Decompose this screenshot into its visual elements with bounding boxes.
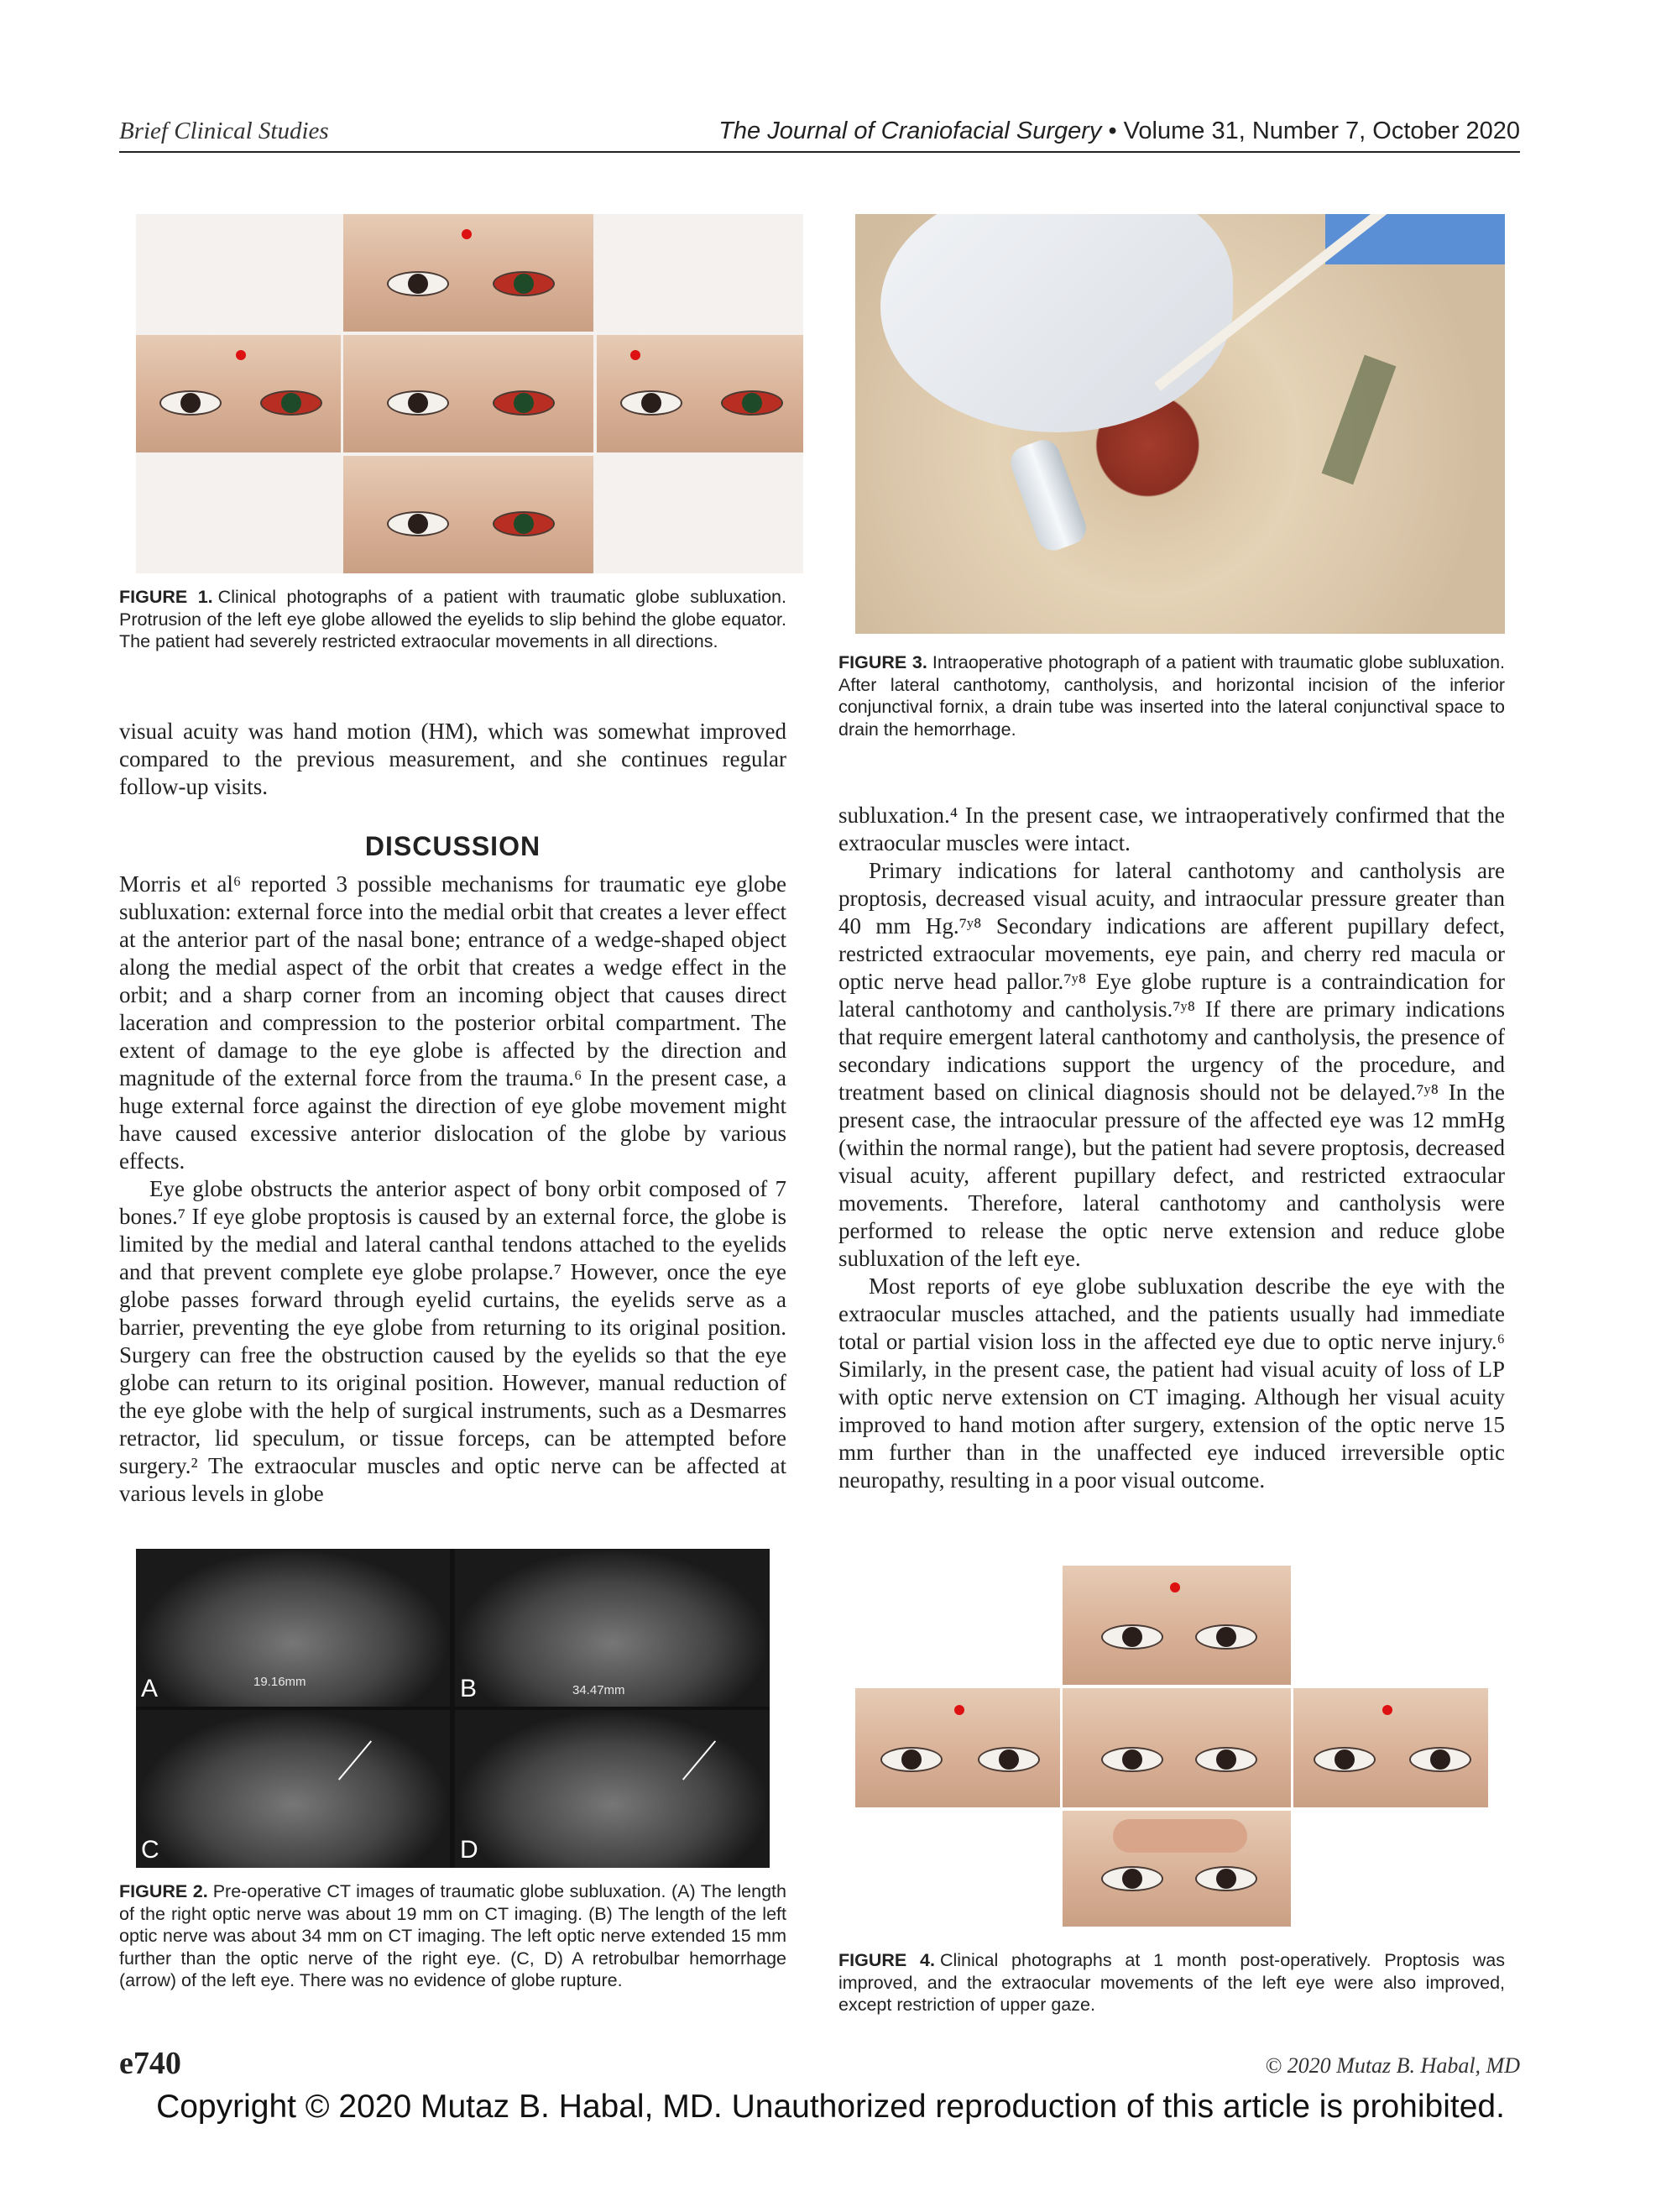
discussion-heading: DISCUSSION — [364, 831, 541, 861]
figure-1-caption — [119, 586, 786, 653]
ct-panel-c — [136, 1710, 450, 1868]
drain-tube — [1006, 436, 1091, 556]
photo-down-gaze — [343, 456, 593, 573]
journal-issue: Volume 31, Number 7, October 2020 — [1123, 118, 1520, 144]
photo-up-gaze-postop — [1063, 1566, 1291, 1685]
running-header-section: Brief Clinical Studies — [119, 118, 329, 144]
discussion-paragraph-2: Eye globe obstructs the anterior aspect of bony orbit composed of 7 bones.⁷ If eye globe proptosis is caused by an external force, the globe is limited by the medial and lateral canthal tendons attached to the eyelids and that prevent complete eye globe prolapse.⁷ However, once the eye globe passes forward through eyelid curtains, the eyelids serve as a barrier, preventing the eye globe from returning to its original position. Surgery can free the obstruction caused by the eyelids so that the eye globe can return to its original position. However, manual reduction of the eye globe with the help of surgical instruments, such as a Desmarres retractor, lid speculum, or tissue forceps, can be attempted before surgery.² The extraocular muscles and optic nerve can be affected at various levels in globe — [119, 1176, 786, 1506]
panel-label-d: D — [460, 1836, 478, 1864]
gloved-hand — [880, 214, 1233, 432]
right-paragraph-2: Primary indications for lateral canthotomy and cantholysis are proptosis, decreased visual acuity, and intraocular pressure greater than 40 mm Hg.⁷ʸ⁸ Secondary indications are afferent pupillary defect, restricted extraocular movements, eye pain, and cherry red macula or optic nerve head pallor.⁷ʸ⁸ Eye globe rupture is a contraindication for lateral canthotomy and cantholysis.⁷ʸ⁸ If there are primary indications that require emergent lateral canthotomy and cantholysis, the presence of secondary indications support the urgency of the procedure, and treatment based on clinical diagnosis should not be delayed.⁷ʸ⁸ In the present case, the intraocular pressure of the affected eye was 12 mmHg (within the normal range), but the patient had severe proptosis, decreased visual acuity, afferent pupillary defect, and restricted extraocular movements. Therefore, lateral canthotomy and cantholysis were performed to release the optic nerve extension and reduce globe subluxation of the left eye. — [838, 858, 1505, 1271]
figure-4-image — [855, 1566, 1488, 1927]
ct-panel-d — [455, 1710, 770, 1868]
figure-2-image — [136, 1549, 770, 1868]
photo-down-gaze-postop — [1063, 1811, 1291, 1927]
figure-2-label: FIGURE 2. — [119, 1881, 208, 1901]
figure-4-label: FIGURE 4. — [838, 1950, 935, 1970]
figure-2-caption-text: Pre-operative CT images of traumatic globe subluxation. (A) The length of the right optic nerve was about 19 mm on CT imaging. (B) The length of the left optic nerve was about 34 mm on CT imaging. The left optic nerve extended 15 mm further than the optic nerve of the right eye. (C, D) A retrobulbar hemorrhage (arrow) of the left eye. There was no evidence of globe rupture. — [119, 1881, 786, 1990]
photo-right-gaze-postop — [855, 1688, 1060, 1807]
figure-1-label: FIGURE 1. — [119, 587, 213, 607]
journal-title: The Journal of Craniofacial Surgery — [718, 118, 1102, 144]
photo-left-gaze-postop — [1293, 1688, 1488, 1807]
header-bullet: • — [1108, 118, 1117, 144]
panel-label-a: A — [141, 1675, 159, 1702]
measure-label-a: 19.16mm — [253, 1675, 306, 1689]
header-rule — [119, 151, 1520, 153]
copyright-notice: © 2020 Mutaz B. Habal, MD — [1265, 2053, 1520, 2078]
copyright-banner: Copyright © 2020 Mutaz B. Habal, MD. Unauthorized reproduction of this article is prohibited. — [156, 2089, 1505, 2125]
panel-label-b: B — [460, 1675, 478, 1702]
figure-4-caption-text: Clinical photographs at 1 month post-operatively. Proptosis was improved, and the extraocular movements of the left eye were also improved, except restriction of upper gaze. — [838, 1950, 1505, 2015]
continuation-paragraph: visual acuity was hand motion (HM), which was somewhat improved compared to the previous measurement, and she continues regular follow-up visits. — [119, 719, 786, 799]
right-paragraph-1: subluxation.⁴ In the present case, we intraoperatively confirmed that the extraocular muscles were intact. — [838, 803, 1505, 855]
right-paragraph-3: Most reports of eye globe subluxation describe the eye with the extraocular muscles attached, and the patients usually had immediate total or partial vision loss in the affected eye due to optic nerve injury.⁶ Similarly, in the present case, the patient had visual acuity of loss of LP with optic nerve extension on CT imaging. Although her visual acuity improved to hand motion after surgery, extension of the optic nerve 15 mm further than in the unaffected eye induced irreversible optic neuropathy, resulting in a poor visual outcome. — [838, 1273, 1505, 1493]
figure-1-image — [136, 214, 803, 573]
photo-up-gaze — [343, 214, 593, 332]
left-column-top — [119, 718, 786, 801]
figure-3-caption — [838, 651, 1505, 740]
arrow-icon — [682, 1740, 716, 1780]
left-column-body — [119, 871, 786, 1508]
page-number: e740 — [119, 2046, 181, 2081]
photo-primary-gaze — [343, 335, 593, 452]
photo-primary-gaze-postop — [1063, 1688, 1291, 1807]
ct-panel-b — [455, 1549, 770, 1707]
figure-3-image — [855, 214, 1505, 634]
figure-4-caption — [838, 1949, 1505, 2016]
ct-panel-a — [136, 1549, 450, 1707]
arrow-icon — [338, 1740, 372, 1780]
discussion-paragraph-1: Morris et al⁶ reported 3 possible mechanisms for traumatic eye globe subluxation: external force into the medial orbit that creates a lever effect at the anterior part of the nasal bone; entrance of a wedge-shaped object along the medial aspect of the orbit that creates a wedge effect in the orbit; and a sharp corner from an incoming object that causes direct laceration and compression to the posterior orbital compartment. The extent of damage to the eye globe is affected by the direction and magnitude of the external force from the trauma.⁶ In the present case, a huge external force against the direction of eye globe movement might have caused excessive anterior dislocation of the globe by various effects. — [119, 871, 786, 1174]
finger-lifting-lid — [1113, 1819, 1247, 1853]
figure-3-label: FIGURE 3. — [838, 652, 927, 672]
measure-label-b: 34.47mm — [572, 1683, 625, 1697]
photo-right-gaze — [136, 335, 341, 452]
figure-2-caption — [119, 1880, 786, 1992]
green-marking — [1322, 355, 1397, 485]
figure-1-caption-text: Clinical photographs of a patient with traumatic globe subluxation. Protrusion of the left eye globe allowed the eyelids to slip behind the globe equator. The patient had severely restricted extraocular movements in all directions. — [119, 587, 786, 651]
running-header-journal — [718, 118, 1520, 145]
right-column-body — [838, 802, 1505, 1494]
photo-left-gaze — [597, 335, 803, 452]
panel-label-c: C — [141, 1836, 159, 1864]
figure-3-caption-text: Intraoperative photograph of a patient with traumatic globe subluxation. After lateral canthotomy, cantholysis, and horizontal incision of the inferior conjunctival fornix, a drain tube was inserted into the lateral conjunctival space to drain the hemorrhage. — [838, 652, 1505, 740]
